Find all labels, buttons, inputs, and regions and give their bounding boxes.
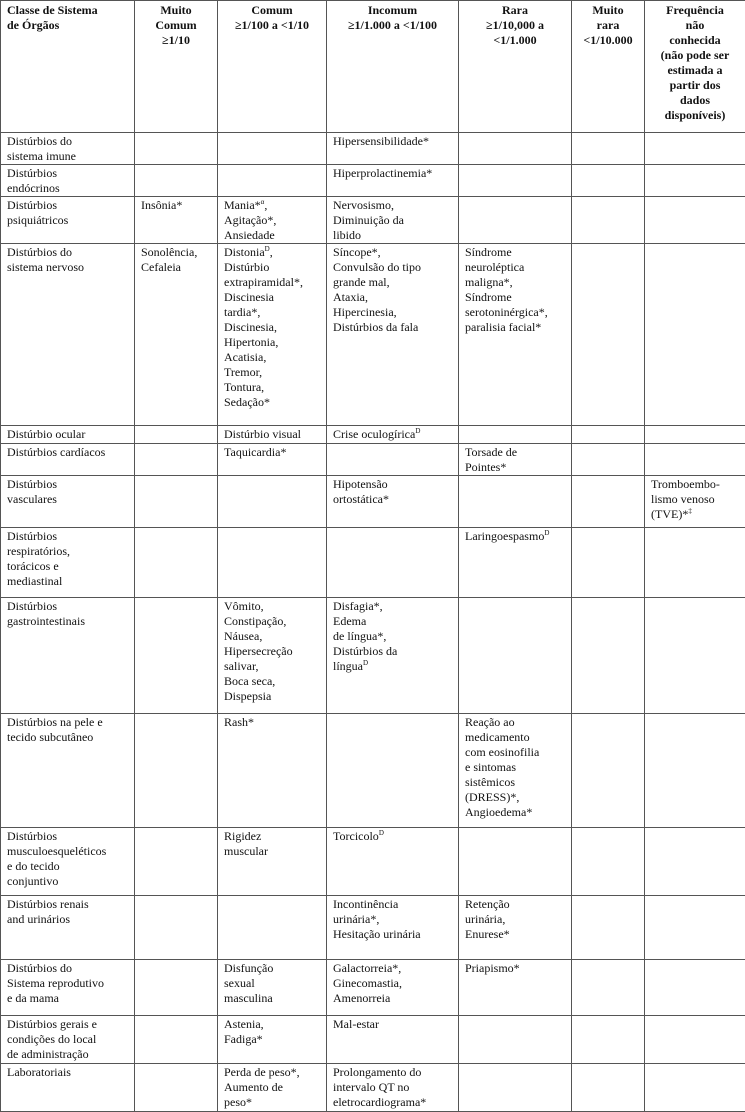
cell-line: estimada a <box>648 63 742 78</box>
cell-line: gastrointestinais <box>7 614 131 629</box>
cell-line: Incomum <box>330 3 455 18</box>
frequency-cell-very-common <box>135 426 218 444</box>
cell-line: Acatisia, <box>224 350 323 365</box>
header-col-very-rare <box>572 1 645 133</box>
cell-line: serotoninérgica*, <box>465 305 568 320</box>
frequency-cell-unknown <box>645 426 745 444</box>
header-col-rare <box>459 1 572 133</box>
frequency-cell-very-rare <box>572 714 645 828</box>
header-col-uncommon <box>327 1 459 133</box>
cell-line: Distúrbio <box>224 260 323 275</box>
table-row <box>1 598 745 714</box>
table-body <box>1 133 745 1112</box>
frequency-cell-very-rare <box>572 426 645 444</box>
cell-line: Hipersecreção <box>224 644 323 659</box>
cell-line: sistêmicos <box>465 775 568 790</box>
frequency-cell-rare <box>459 1064 572 1112</box>
cell-line: Distúrbio ocular <box>7 427 131 442</box>
frequency-cell-very-rare <box>572 528 645 598</box>
frequency-cell-unknown <box>645 828 745 896</box>
frequency-cell-uncommon <box>327 244 459 426</box>
organ-class-cell <box>1 426 135 444</box>
frequency-cell-unknown <box>645 598 745 714</box>
cell-line: Retenção <box>465 897 568 912</box>
table-row <box>1 165 745 197</box>
frequency-cell-uncommon <box>327 896 459 960</box>
cell-line: Laboratoriais <box>7 1065 131 1080</box>
cell-line: <1/10.000 <box>575 33 641 48</box>
cell-line: Ginecomastia, <box>333 976 455 991</box>
frequency-cell-unknown <box>645 714 745 828</box>
frequency-cell-unknown <box>645 244 745 426</box>
cell-line: com eosinofilia <box>465 745 568 760</box>
cell-line: Enurese* <box>465 927 568 942</box>
frequency-cell-rare <box>459 528 572 598</box>
cell-line: de língua*, <box>333 629 455 644</box>
cell-line: Ansiedade <box>224 228 323 243</box>
cell-line: ≥1/10,000 a <box>462 18 568 33</box>
cell-line: Classe de Sistema <box>7 3 131 18</box>
cell-line: Distúrbios <box>7 599 131 614</box>
cell-line: língua$^D$ <box>333 659 455 674</box>
frequency-cell-uncommon <box>327 828 459 896</box>
frequency-cell-unknown <box>645 197 745 244</box>
cell-line: sistema nervoso <box>7 260 131 275</box>
frequency-cell-common <box>218 133 327 165</box>
cell-line: Perda de peso*, <box>224 1065 323 1080</box>
cell-line: Insônia* <box>141 198 214 213</box>
frequency-cell-uncommon <box>327 598 459 714</box>
cell-line: Distúrbios renais <box>7 897 131 912</box>
frequency-cell-very-common <box>135 828 218 896</box>
cell-line: Agitação*, <box>224 213 323 228</box>
cell-line: muscular <box>224 844 323 859</box>
cell-line: Sonolência, <box>141 245 214 260</box>
frequency-cell-common <box>218 476 327 528</box>
cell-line: Rash* <box>224 715 323 730</box>
header-col-very-common <box>135 1 218 133</box>
cell-line: Pointes* <box>465 460 568 475</box>
cell-line: Hipertonia, <box>224 335 323 350</box>
cell-line: Nervosismo, <box>333 198 455 213</box>
cell-line: Náusea, <box>224 629 323 644</box>
frequency-cell-very-rare <box>572 598 645 714</box>
cell-line: Distúrbios do <box>7 245 131 260</box>
cell-line: e sintomas <box>465 760 568 775</box>
cell-line: sistema imune <box>7 149 131 164</box>
cell-line: Distúrbios cardíacos <box>7 445 131 460</box>
organ-class-cell <box>1 598 135 714</box>
frequency-cell-unknown <box>645 1064 745 1112</box>
organ-class-cell <box>1 165 135 197</box>
cell-line: Hipotensão <box>333 477 455 492</box>
organ-class-cell <box>1 828 135 896</box>
frequency-cell-very-common <box>135 528 218 598</box>
cell-line: respiratórios, <box>7 544 131 559</box>
frequency-cell-uncommon <box>327 476 459 528</box>
cell-line: Distúrbios <box>7 529 131 544</box>
frequency-cell-unknown <box>645 444 745 476</box>
cell-line: and urinários <box>7 912 131 927</box>
frequency-cell-very-common <box>135 444 218 476</box>
cell-line: paralisia facial* <box>465 320 568 335</box>
cell-line: tecido subcutâneo <box>7 730 131 745</box>
frequency-cell-common <box>218 828 327 896</box>
table-row <box>1 828 745 896</box>
cell-line: Discinesia, <box>224 320 323 335</box>
frequency-cell-rare <box>459 426 572 444</box>
frequency-cell-uncommon <box>327 426 459 444</box>
table-row <box>1 444 745 476</box>
cell-line: Cefaleia <box>141 260 214 275</box>
cell-line: Distúrbios da fala <box>333 320 455 335</box>
frequency-cell-uncommon <box>327 133 459 165</box>
frequency-cell-very-rare <box>572 1016 645 1064</box>
cell-line: urinária*, <box>333 912 455 927</box>
frequency-cell-rare <box>459 197 572 244</box>
cell-line: Tremor, <box>224 365 323 380</box>
cell-line: Aumento de <box>224 1080 323 1095</box>
cell-line: lismo venoso <box>651 492 742 507</box>
cell-line: masculina <box>224 991 323 1006</box>
frequency-cell-common <box>218 426 327 444</box>
cell-line: ≥1/100 a <1/10 <box>221 18 323 33</box>
cell-line: salivar, <box>224 659 323 674</box>
frequency-cell-unknown <box>645 133 745 165</box>
cell-line: partir dos <box>648 78 742 93</box>
table-row <box>1 896 745 960</box>
cell-line: Disfagia*, <box>333 599 455 614</box>
cell-line: Sedação* <box>224 395 323 410</box>
frequency-cell-rare <box>459 244 572 426</box>
cell-line: (DRESS)*, <box>465 790 568 805</box>
cell-line: ≥1/10 <box>138 33 214 48</box>
frequency-cell-very-rare <box>572 960 645 1016</box>
frequency-cell-very-common <box>135 197 218 244</box>
organ-class-cell <box>1 960 135 1016</box>
frequency-cell-uncommon <box>327 165 459 197</box>
frequency-cell-very-common <box>135 714 218 828</box>
cell-line: sexual <box>224 976 323 991</box>
cell-line: torácicos e <box>7 559 131 574</box>
cell-line: Tromboembo- <box>651 477 742 492</box>
frequency-cell-unknown <box>645 476 745 528</box>
frequency-cell-common <box>218 244 327 426</box>
table-row <box>1 197 745 244</box>
cell-line: Síndrome <box>465 245 568 260</box>
cell-line: ≥1/1.000 a <1/100 <box>330 18 455 33</box>
frequency-cell-very-rare <box>572 828 645 896</box>
cell-line: Tontura, <box>224 380 323 395</box>
organ-class-cell <box>1 197 135 244</box>
header-col-organ-class <box>1 1 135 133</box>
frequency-cell-unknown <box>645 1016 745 1064</box>
frequency-cell-very-rare <box>572 476 645 528</box>
cell-line: vasculares <box>7 492 131 507</box>
cell-line: Hipersensibilidade* <box>333 134 455 149</box>
cell-line: psiquiátricos <box>7 213 131 228</box>
cell-line: de administração <box>7 1047 131 1062</box>
frequency-cell-very-rare <box>572 133 645 165</box>
frequency-cell-very-rare <box>572 165 645 197</box>
frequency-cell-very-rare <box>572 197 645 244</box>
frequency-cell-common <box>218 598 327 714</box>
cell-line: Muito <box>575 3 641 18</box>
frequency-cell-rare <box>459 714 572 828</box>
cell-line: disponíveis) <box>648 108 742 123</box>
cell-line: Distúrbios <box>7 198 131 213</box>
header-col-unknown <box>645 1 745 133</box>
cell-line: Muito <box>138 3 214 18</box>
frequency-cell-rare <box>459 960 572 1016</box>
cell-line: Taquicardia* <box>224 445 323 460</box>
frequency-cell-very-common <box>135 244 218 426</box>
frequency-cell-common <box>218 197 327 244</box>
frequency-cell-uncommon <box>327 528 459 598</box>
cell-line: Síncope*, <box>333 245 455 260</box>
frequency-cell-uncommon <box>327 714 459 828</box>
cell-line: Amenorreia <box>333 991 455 1006</box>
frequency-cell-very-common <box>135 598 218 714</box>
cell-line: Reação ao <box>465 715 568 730</box>
organ-class-cell <box>1 476 135 528</box>
frequency-cell-very-common <box>135 1016 218 1064</box>
frequency-cell-common <box>218 960 327 1016</box>
cell-line: Boca seca, <box>224 674 323 689</box>
cell-line: Distúrbios <box>7 829 131 844</box>
cell-line: Rigidez <box>224 829 323 844</box>
cell-line: intervalo QT no <box>333 1080 455 1095</box>
cell-line: tardia*, <box>224 305 323 320</box>
cell-line: musculoesqueléticos <box>7 844 131 859</box>
frequency-cell-unknown <box>645 960 745 1016</box>
cell-line: mediastinal <box>7 574 131 589</box>
cell-line: dados <box>648 93 742 108</box>
frequency-cell-uncommon <box>327 197 459 244</box>
table-row <box>1 1064 745 1112</box>
cell-line: Hipercinesia, <box>333 305 455 320</box>
cell-line: medicamento <box>465 730 568 745</box>
frequency-cell-very-common <box>135 896 218 960</box>
frequency-cell-common <box>218 714 327 828</box>
frequency-cell-uncommon <box>327 1016 459 1064</box>
cell-line: Síndrome <box>465 290 568 305</box>
cell-line: Convulsão do tipo <box>333 260 455 275</box>
cell-line: Distúrbios <box>7 166 131 181</box>
cell-line: Sistema reprodutivo <box>7 976 131 991</box>
organ-class-cell <box>1 1016 135 1064</box>
cell-line: Fadiga* <box>224 1032 323 1047</box>
cell-line: <1/1.000 <box>462 33 568 48</box>
cell-line: Distúrbios gerais e <box>7 1017 131 1032</box>
frequency-cell-uncommon <box>327 444 459 476</box>
cell-line: Distúrbio visual <box>224 427 323 442</box>
cell-line: Edema <box>333 614 455 629</box>
table-row <box>1 133 745 165</box>
cell-line: Frequência <box>648 3 742 18</box>
cell-line: peso* <box>224 1095 323 1110</box>
frequency-cell-very-rare <box>572 1064 645 1112</box>
cell-line: Distonia$^D$, <box>224 245 323 260</box>
frequency-cell-rare <box>459 828 572 896</box>
frequency-cell-common <box>218 528 327 598</box>
cell-line: extrapiramidal*, <box>224 275 323 290</box>
cell-line: conjuntivo <box>7 874 131 889</box>
frequency-cell-unknown <box>645 528 745 598</box>
cell-line: Hesitação urinária <box>333 927 455 942</box>
cell-line: Comum <box>221 3 323 18</box>
cell-line: Distúrbios na pele e <box>7 715 131 730</box>
table-row <box>1 1016 745 1064</box>
cell-line: (TVE)*‡ <box>651 507 742 522</box>
cell-line: e do tecido <box>7 859 131 874</box>
cell-line: Disfunção <box>224 961 323 976</box>
cell-line: de Órgãos <box>7 18 131 33</box>
frequency-cell-rare <box>459 165 572 197</box>
organ-class-cell <box>1 714 135 828</box>
cell-line: Ataxia, <box>333 290 455 305</box>
frequency-cell-common <box>218 444 327 476</box>
frequency-cell-very-rare <box>572 896 645 960</box>
header-col-common <box>218 1 327 133</box>
cell-line: Mal-estar <box>333 1017 455 1032</box>
frequency-cell-common <box>218 1016 327 1064</box>
frequency-cell-very-common <box>135 165 218 197</box>
cell-line: Mania*$^\alpha$, <box>224 198 323 213</box>
cell-line: neuroléptica <box>465 260 568 275</box>
table-row <box>1 426 745 444</box>
table-row <box>1 244 745 426</box>
cell-line: Comum <box>138 18 214 33</box>
cell-line: Galactorreia*, <box>333 961 455 976</box>
cell-line: Astenia, <box>224 1017 323 1032</box>
cell-line: rara <box>575 18 641 33</box>
cell-line: conhecida <box>648 33 742 48</box>
cell-line: e da mama <box>7 991 131 1006</box>
frequency-cell-very-common <box>135 960 218 1016</box>
cell-line: Laringoespasmo$^D$ <box>465 529 568 544</box>
frequency-cell-very-common <box>135 476 218 528</box>
organ-class-cell <box>1 1064 135 1112</box>
cell-line: maligna*, <box>465 275 568 290</box>
table-header <box>1 1 745 133</box>
frequency-cell-rare <box>459 896 572 960</box>
cell-line: (não pode ser <box>648 48 742 63</box>
cell-line: Diminuição da <box>333 213 455 228</box>
cell-line: não <box>648 18 742 33</box>
cell-line: Priapismo* <box>465 961 568 976</box>
cell-line: Discinesia <box>224 290 323 305</box>
frequency-cell-very-common <box>135 1064 218 1112</box>
cell-line: libido <box>333 228 455 243</box>
cell-line: endócrinos <box>7 181 131 196</box>
frequency-cell-rare <box>459 1016 572 1064</box>
frequency-cell-unknown <box>645 165 745 197</box>
cell-line: ortostática* <box>333 492 455 507</box>
organ-class-cell <box>1 528 135 598</box>
frequency-cell-rare <box>459 476 572 528</box>
frequency-cell-rare <box>459 444 572 476</box>
cell-line: Constipação, <box>224 614 323 629</box>
organ-class-cell <box>1 444 135 476</box>
frequency-cell-common <box>218 896 327 960</box>
frequency-cell-uncommon <box>327 960 459 1016</box>
frequency-cell-uncommon <box>327 1064 459 1112</box>
cell-line: Angioedema* <box>465 805 568 820</box>
frequency-cell-common <box>218 1064 327 1112</box>
table-row <box>1 476 745 528</box>
cell-line: Distúrbios do <box>7 134 131 149</box>
cell-line: Rara <box>462 3 568 18</box>
frequency-cell-common <box>218 165 327 197</box>
cell-line: Vômito, <box>224 599 323 614</box>
cell-line: Crise oculogírica$^D$ <box>333 427 455 442</box>
frequency-cell-very-rare <box>572 444 645 476</box>
cell-line: Hiperprolactinemia* <box>333 166 455 181</box>
cell-line: Distúrbios da <box>333 644 455 659</box>
cell-line: urinária, <box>465 912 568 927</box>
organ-class-cell <box>1 133 135 165</box>
cell-line: Torsade de <box>465 445 568 460</box>
cell-line: grande mal, <box>333 275 455 290</box>
frequency-cell-rare <box>459 133 572 165</box>
frequency-cell-rare <box>459 598 572 714</box>
table-row <box>1 714 745 828</box>
table-row <box>1 960 745 1016</box>
table-row <box>1 528 745 598</box>
cell-line: Incontinência <box>333 897 455 912</box>
organ-class-cell <box>1 244 135 426</box>
header-row <box>1 1 745 133</box>
cell-line: Torcicolo$^D$ <box>333 829 455 844</box>
cell-line: eletrocardiograma* <box>333 1095 455 1110</box>
cell-line: Dispepsia <box>224 689 323 704</box>
organ-class-cell <box>1 896 135 960</box>
frequency-cell-very-common <box>135 133 218 165</box>
cell-line: condições do local <box>7 1032 131 1047</box>
cell-line: Distúrbios <box>7 477 131 492</box>
cell-line: Distúrbios do <box>7 961 131 976</box>
frequency-cell-unknown <box>645 896 745 960</box>
frequency-cell-very-rare <box>572 244 645 426</box>
cell-line: Prolongamento do <box>333 1065 455 1080</box>
